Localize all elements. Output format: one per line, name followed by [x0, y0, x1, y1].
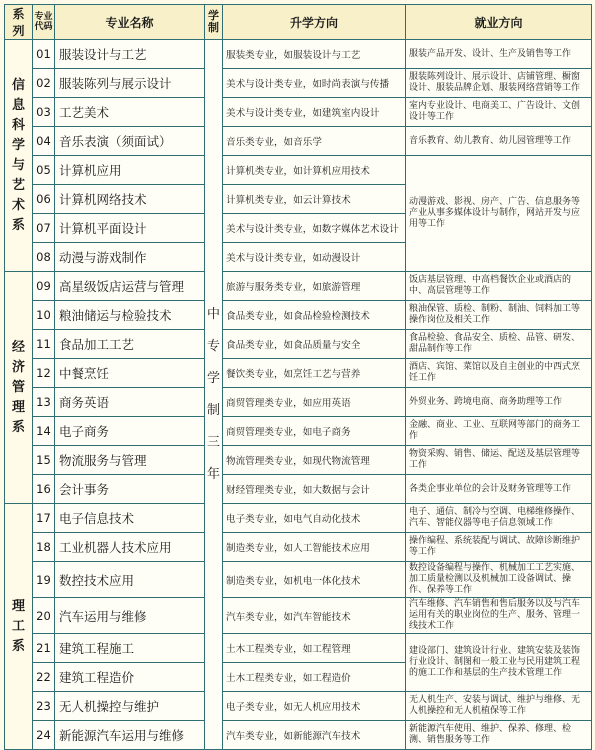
table-row	[5, 446, 592, 475]
row-code: 24	[33, 721, 55, 750]
row-name: 建筑工程造价	[55, 663, 205, 692]
row-further: 计算机类专业，如云计算技术	[223, 185, 406, 214]
row-code: 11	[33, 330, 55, 359]
table-row	[5, 301, 592, 330]
row-employment: 电子、通信、制冷与空调、电梯维修操作、汽车、智能仪器等电子信息领域工作	[406, 504, 592, 533]
row-employment: 新能源汽车使用、维护、保养、修理、检测、销售服务等工作	[406, 721, 592, 750]
table-row	[5, 634, 592, 663]
row-code: 17	[33, 504, 55, 533]
row-further: 制造类专业，如人工智能技术应用	[223, 533, 406, 562]
row-name: 商务英语	[55, 388, 205, 417]
table-row	[5, 388, 592, 417]
row-further: 美术与设计类专业，如动漫设计	[223, 243, 406, 272]
header-further: 升学方向	[223, 5, 406, 40]
table-row	[5, 475, 592, 504]
row-further: 美术与设计类专业，如数字媒体艺术设计	[223, 214, 406, 243]
table-row	[5, 562, 592, 598]
row-code: 04	[33, 127, 55, 156]
row-further: 音乐类专业，如音乐学	[223, 127, 406, 156]
row-name: 无人机操控与维护	[55, 692, 205, 721]
row-further: 服装类专业，如服装设计与工艺	[223, 40, 406, 69]
row-name: 汽车运用与维修	[55, 598, 205, 634]
row-further: 美术与设计类专业，如建筑室内设计	[223, 98, 406, 127]
header-system: 学制	[205, 5, 223, 40]
row-further: 土木工程类专业，如工程管理	[223, 634, 406, 663]
row-code: 23	[33, 692, 55, 721]
row-employment: 数控设备编程与操作、机械加工工艺实施、加工质量检测以及机械加工设备调试、操作、保养等工作	[406, 562, 592, 598]
table-row	[5, 359, 592, 388]
table-row	[5, 98, 592, 127]
row-name: 计算机网络技术	[55, 185, 205, 214]
row-code: 10	[33, 301, 55, 330]
header-series: 系列	[5, 5, 33, 40]
row-further: 电子类专业，如无人机应用技术	[223, 692, 406, 721]
row-further: 制造类专业，如机电一体化技术	[223, 562, 406, 598]
table-row	[5, 533, 592, 562]
row-employment: 操作编程、系统装配与调试、故障诊断维护等工作	[406, 533, 592, 562]
row-code: 09	[33, 272, 55, 301]
row-further: 旅游与服务类专业，如旅游管理	[223, 272, 406, 301]
row-employment: 金融、商业、工业、互联网等部门的商务工作	[406, 417, 592, 446]
row-employment: 饭店基层管理、中高档餐饮企业或酒店的中、高层管理等工作	[406, 272, 592, 301]
row-code: 15	[33, 446, 55, 475]
row-further: 汽车类专业，如汽车智能技术	[223, 598, 406, 634]
row-code: 12	[33, 359, 55, 388]
row-employment: 室内专业设计、电商美工、广告设计、文创设计等工作	[406, 98, 592, 127]
row-code: 05	[33, 156, 55, 185]
row-employment: 外贸业务、跨境电商、商务助理等工作	[406, 388, 592, 417]
row-name: 服装设计与工艺	[55, 40, 205, 69]
row-code: 01	[33, 40, 55, 69]
row-further: 食品类专业，如食品质量与安全	[223, 330, 406, 359]
row-name: 计算机平面设计	[55, 214, 205, 243]
row-employment: 服装陈列设计、展示设计、店铺管理、橱窗设计、服装品牌企划、服装网络营销等工作	[406, 69, 592, 98]
row-code: 19	[33, 562, 55, 598]
row-code: 21	[33, 634, 55, 663]
row-name: 食品加工工艺	[55, 330, 205, 359]
table-row	[5, 504, 592, 533]
row-employment: 各类企事业单位的会计及财务管理等工作	[406, 475, 592, 504]
row-further: 美术与设计类专业，如时尚表演与传播	[223, 69, 406, 98]
row-further: 财经管理类专业，如大数据与会计	[223, 475, 406, 504]
table-row	[5, 40, 592, 69]
table-row	[5, 417, 592, 446]
row-employment: 食品检验、食品安全、质检、品管、研发、甜品制作等工作	[406, 330, 592, 359]
row-code: 18	[33, 533, 55, 562]
row-name: 粮油储运与检验技术	[55, 301, 205, 330]
row-name: 物流服务与管理	[55, 446, 205, 475]
row-further: 餐饮类专业，如烹饪工艺与营养	[223, 359, 406, 388]
row-code: 03	[33, 98, 55, 127]
row-code: 20	[33, 598, 55, 634]
row-further: 物流管理类专业，如现代物流管理	[223, 446, 406, 475]
group-label: 经济管理系	[5, 272, 33, 504]
row-name: 服装陈列与展示设计	[55, 69, 205, 98]
table-row	[5, 330, 592, 359]
row-further: 汽车类专业，如新能源汽车技术	[223, 721, 406, 750]
row-code: 14	[33, 417, 55, 446]
majors-table	[4, 4, 592, 750]
row-employment: 粮油保管、质检、制粉、制油、饲料加工等操作岗位及相关工作	[406, 301, 592, 330]
table-row	[5, 69, 592, 98]
row-name: 新能源汽车运用与维修	[55, 721, 205, 750]
row-further: 商贸管理类专业，如电子商务	[223, 417, 406, 446]
row-employment: 动漫游戏、影视、房产、广告、信息服务等产业从事多媒体设计与制作，网站开发与应用等工作	[406, 156, 592, 272]
table-row	[5, 127, 592, 156]
row-further: 电子类专业，如电气自动化技术	[223, 504, 406, 533]
table-row	[5, 156, 592, 185]
row-code: 02	[33, 69, 55, 98]
row-name: 高星级饭店运营与管理	[55, 272, 205, 301]
row-name: 会计事务	[55, 475, 205, 504]
row-name: 建筑工程施工	[55, 634, 205, 663]
group-label: 理工系	[5, 504, 33, 750]
row-employment: 物资采购、销售、储运、配送及基层管理等工作	[406, 446, 592, 475]
row-name: 中餐烹饪	[55, 359, 205, 388]
row-further: 土木工程类专业，如工程造价	[223, 663, 406, 692]
row-employment: 汽车维修、汽车销售和售后服务以及与汽车运用有关的职业岗位的生产、服务、管理一线技术工作	[406, 598, 592, 634]
header-row	[5, 5, 592, 40]
row-name: 工艺美术	[55, 98, 205, 127]
row-code: 13	[33, 388, 55, 417]
row-name: 动漫与游戏制作	[55, 243, 205, 272]
row-employment: 音乐教育、幼儿教育、幼儿园管理等工作	[406, 127, 592, 156]
table-row	[5, 598, 592, 634]
row-name: 计算机应用	[55, 156, 205, 185]
header-name: 专业名称	[55, 5, 205, 40]
row-further: 计算机类专业，如计算机应用技术	[223, 156, 406, 185]
row-further: 商贸管理类专业，如应用英语	[223, 388, 406, 417]
row-further: 食品类专业，如食品检验检测技术	[223, 301, 406, 330]
table-row	[5, 692, 592, 721]
system-label: 中专学制三年	[205, 40, 223, 750]
header-code: 专业代码	[33, 5, 55, 40]
row-name: 工业机器人技术应用	[55, 533, 205, 562]
row-code: 22	[33, 663, 55, 692]
row-employment: 建设部门、建筑设计行业、建筑安装及装饰行业设计、制图和一般工业与民用建筑工程的施工工作和基层的生产技术管理工作	[406, 634, 592, 692]
header-employment: 就业方向	[406, 5, 592, 40]
table-row	[5, 272, 592, 301]
row-name: 电子信息技术	[55, 504, 205, 533]
table-row	[5, 721, 592, 750]
majors-table-wrapper	[4, 4, 591, 745]
row-name: 音乐表演（须面试）	[55, 127, 205, 156]
row-code: 16	[33, 475, 55, 504]
group-label: 信息科学与艺术系	[5, 40, 33, 272]
row-employment: 酒店、宾馆、菜馆以及自主创业的中西式烹饪工作	[406, 359, 592, 388]
row-code: 06	[33, 185, 55, 214]
row-code: 07	[33, 214, 55, 243]
row-name: 数控技术应用	[55, 562, 205, 598]
row-employment: 无人机生产、安装与调试、维护与维修、无人机操控和无人机植保等工作	[406, 692, 592, 721]
row-employment: 服装产品开发、设计、生产及销售等工作	[406, 40, 592, 69]
row-name: 电子商务	[55, 417, 205, 446]
row-code: 08	[33, 243, 55, 272]
